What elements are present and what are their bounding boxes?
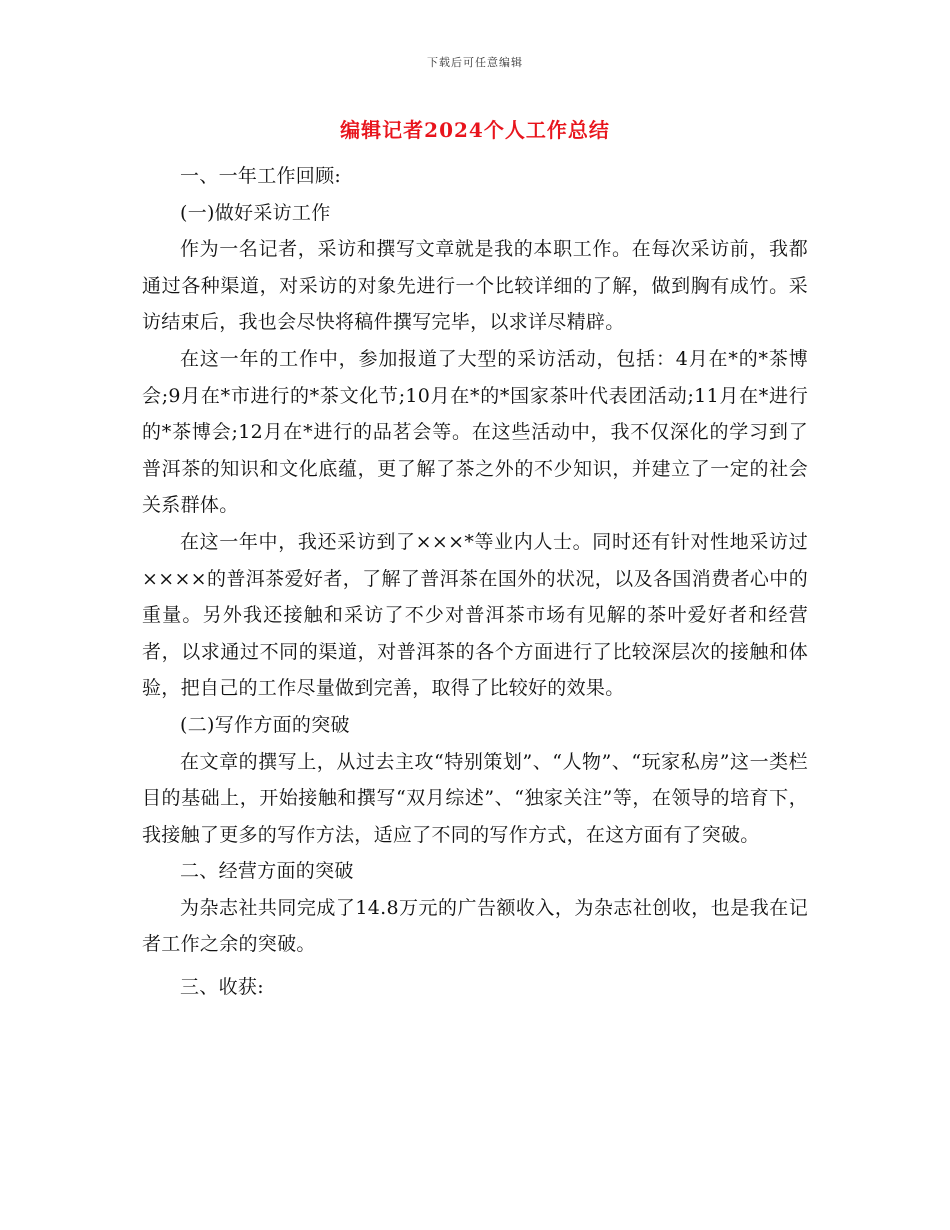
body-paragraph: 作为一名记者，采访和撰写文章就是我的本职工作。在每次采访前，我都通过各种渠道，对采访的对象先进行一个比较详细的了解，做到胸有成竹。采访结束后，我也会尽快将稿件撰写完毕，以求详尽精辟。 (142, 238, 808, 334)
section-heading: 一、一年工作回顾: (180, 165, 342, 187)
section-heading: 二、经营方面的突破 (180, 860, 354, 883)
document-title: 编辑记者2024个人工作总结 (340, 118, 610, 142)
subsection-heading: (二)写作方面的突破 (180, 713, 350, 736)
body-paragraph: 在文章的撰写上，从过去主攻“特别策划”、“人物”、“玩家私房”这一类栏目的基础上，开始接触和撰写“双月综述”、“独家关注”等，在领导的培育下，我接触了更多的写作方法，适应了不同的写作方式，在这方面有了突破。 (142, 750, 808, 846)
body-paragraph: 在这一年的工作中，参加报道了大型的采访活动，包括：4月在*的*茶博会;9月在*市进行的*茶文化节;10月在*的*国家茶叶代表团活动;11月在*进行的*茶博会;12月在*进行的品茗会等。在这些活动中，我不仅深化的学习到了普洱茶的知识和文化底蕴，更了解了茶之外的不少知识，并建立了一定的社会关系群体。 (142, 347, 808, 517)
subsection-heading: (一)做好采访工作 (180, 201, 331, 224)
body-paragraph: 为杂志社共同完成了14.8万元的广告额收入，为杂志社创收，也是我在记者工作之余的突破。 (142, 896, 808, 956)
body-paragraph: 在这一年中，我还采访到了×××*等业内人士。同时还有针对性地采访过××××的普洱茶爱好者，了解了普洱茶在国外的状况，以及各国消费者心中的重量。另外我还接触和采访了不少对普洱茶市场有见解的茶叶爱好者和经营者，以求通过不同的渠道，对普洱茶的各个方面进行了比较深层次的接触和体验，把自己的工作尽量做到完善，取得了比较好的效果。 (142, 530, 808, 700)
section-heading: 三、收获: (180, 976, 264, 999)
page-header: 下载后可任意编辑 (427, 56, 523, 69)
document-body (142, 158, 808, 1006)
